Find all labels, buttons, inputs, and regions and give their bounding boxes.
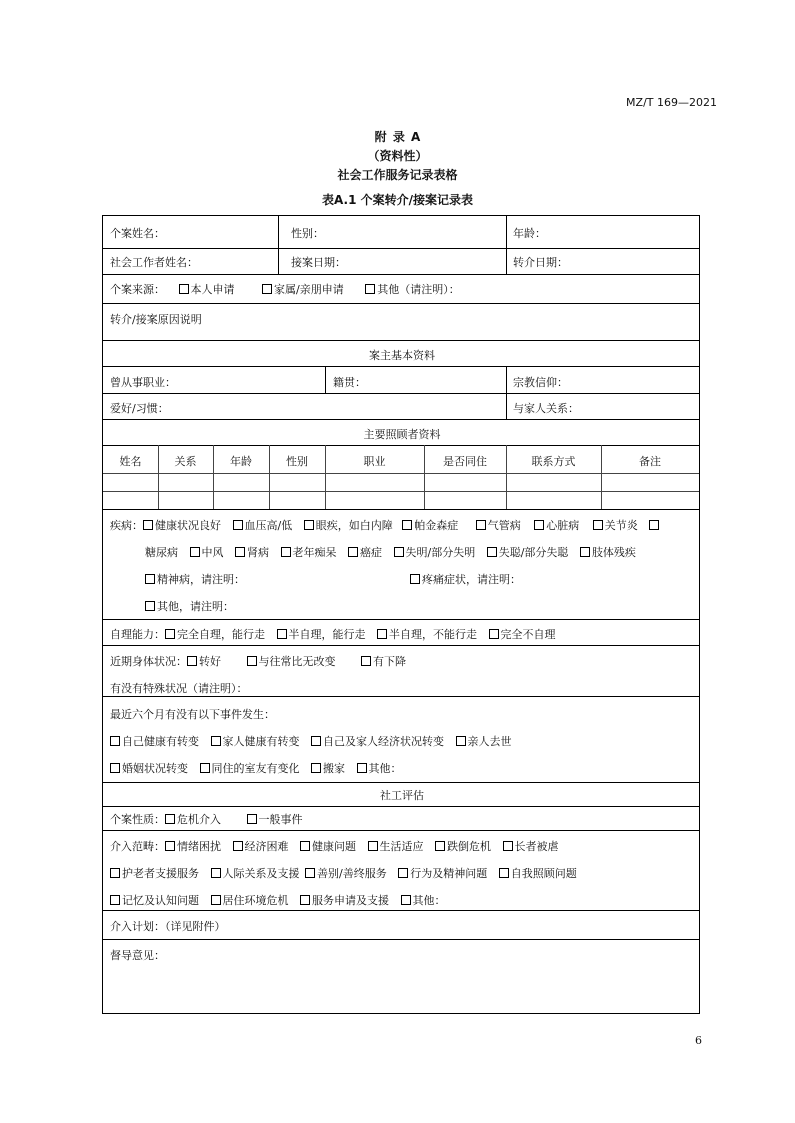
scope-row-2 [110, 867, 577, 881]
self-care-row [110, 628, 556, 642]
checkbox-icon[interactable] [211, 868, 221, 878]
option-marriage: 婚姻状况转变 [122, 762, 188, 775]
col-gender: 性别 [286, 455, 308, 468]
checkbox-icon[interactable] [476, 520, 486, 530]
standard-code: MZ/T 169—2021 [626, 96, 717, 109]
scope-row-3 [110, 894, 446, 908]
option-kidney: 肾病 [247, 546, 269, 559]
checkbox-icon[interactable] [435, 841, 445, 851]
page-number: 6 [695, 1034, 702, 1047]
col-occupation: 职业 [363, 455, 386, 468]
checkbox-icon[interactable] [300, 895, 310, 905]
checkbox-icon[interactable] [211, 895, 221, 905]
option-memory: 记忆及认知问题 [122, 894, 199, 907]
option-health-issue: 健康问题 [312, 840, 356, 853]
intake-date-label: 接案日期： [291, 256, 346, 269]
checkbox-icon[interactable] [110, 736, 120, 746]
option-crisis: 危机介入 [177, 813, 221, 826]
option-carer-support: 护老者支援服务 [122, 867, 199, 880]
checkbox-icon[interactable] [145, 574, 155, 584]
checkbox-icon[interactable] [394, 547, 404, 557]
case-source-label: 个案来源： [110, 283, 165, 296]
option-roommate: 同住的室友有变化 [211, 762, 300, 775]
checkbox-icon[interactable] [311, 736, 321, 746]
checkbox-icon[interactable] [200, 763, 210, 773]
checkbox-icon[interactable] [487, 547, 497, 557]
appendix-nature: （资料性） [367, 149, 428, 163]
checkbox-icon[interactable] [110, 868, 120, 878]
disease-row-2 [145, 546, 636, 560]
appendix-title: 社会工作服务记录表格 [337, 168, 458, 182]
intervention-plan-label: 介入计划：（详见附件） [110, 920, 226, 933]
case-record-form [102, 215, 700, 1014]
option-other: 其他（请注明）： [377, 283, 460, 296]
worker-name-label: 社会工作者姓名： [110, 256, 198, 269]
case-name-label: 个案姓名： [110, 227, 165, 240]
former-job-label: 曾从事职业： [110, 376, 176, 389]
recent-health-label: 近期身体状况： [110, 655, 187, 668]
checkbox-icon[interactable] [165, 841, 175, 851]
scope-label: 介入范畴： [110, 840, 165, 853]
option-parkinson: 帕金森症 [414, 519, 459, 532]
scope-row-1 [110, 840, 559, 854]
disease-row-4 [145, 600, 234, 614]
option-bereavement-service: 善别/善终服务 [317, 867, 387, 880]
checkbox-icon[interactable] [235, 547, 245, 557]
checkbox-icon[interactable] [357, 763, 367, 773]
checkbox-icon[interactable] [402, 520, 412, 530]
events-label: 最近六个月有没有以下事件发生： [110, 708, 275, 721]
checkbox-icon[interactable] [348, 547, 358, 557]
option-diabetes: 糖尿病 [145, 546, 178, 559]
option-unchanged: 与往常比无改变 [258, 655, 336, 668]
checkbox-icon[interactable] [300, 841, 310, 851]
checkbox-icon[interactable] [247, 814, 257, 824]
checkbox-icon[interactable] [499, 868, 509, 878]
checkbox-icon[interactable] [503, 841, 513, 851]
section-caregiver-heading: 主要照顾者资料 [363, 428, 441, 441]
col-name: 姓名 [119, 455, 142, 468]
checkbox-icon[interactable] [110, 763, 120, 773]
option-family-health: 家人健康有转变 [222, 735, 300, 748]
checkbox-icon[interactable] [187, 656, 197, 666]
checkbox-icon[interactable] [534, 520, 544, 530]
option-fall-risk: 跌倒危机 [447, 840, 491, 853]
referral-date-label: 转介日期： [513, 256, 568, 269]
checkbox-icon[interactable] [165, 814, 175, 824]
section-basic-heading: 案主基本资料 [369, 349, 435, 362]
option-healthy: 健康状况良好 [155, 519, 221, 532]
recent-health-row [110, 655, 406, 669]
option-scope-other: 其他： [412, 894, 446, 907]
option-dementia: 老年痴呆 [292, 546, 337, 559]
checkbox-icon[interactable] [377, 629, 387, 639]
checkbox-icon[interactable] [401, 895, 411, 905]
checkbox-icon[interactable] [233, 841, 243, 851]
checkbox-icon[interactable] [277, 629, 287, 639]
option-self-care-issue: 自我照顾问题 [510, 867, 577, 880]
events-row-2 [110, 762, 402, 776]
checkbox-icon[interactable] [304, 520, 314, 530]
option-moving: 搬家 [323, 762, 345, 775]
option-economic: 经济困难 [244, 840, 289, 853]
checkbox-icon[interactable] [143, 520, 153, 530]
option-own-health: 自己健康有转变 [122, 735, 199, 748]
age-label: 年龄： [513, 227, 546, 240]
option-disability: 肢体残疾 [591, 546, 636, 559]
checkbox-icon[interactable] [410, 574, 420, 584]
family-relation-label: 与家人关系： [513, 402, 579, 415]
gender-label: 性别： [291, 227, 324, 240]
checkbox-icon[interactable] [247, 656, 257, 666]
option-blindness: 失明/部分失明 [405, 546, 476, 559]
option-better: 转好 [199, 655, 221, 668]
checkbox-icon[interactable] [233, 520, 243, 530]
col-contact: 联系方式 [531, 455, 576, 468]
col-remarks: 备注 [639, 455, 661, 468]
option-housing: 居住环境危机 [222, 894, 289, 907]
option-no-self-care: 完全不自理 [500, 628, 556, 641]
disease-row-1 [110, 519, 661, 533]
section-assessment-heading: 社工评估 [380, 789, 424, 802]
checkbox-icon[interactable] [456, 736, 466, 746]
col-relation: 关系 [174, 455, 197, 468]
option-emotion: 情绪困扰 [177, 840, 221, 853]
option-pain: 疼痛症状，请注明： [422, 573, 521, 586]
case-nature-label: 个案性质： [110, 813, 165, 826]
option-arthritis: 关节炎 [604, 519, 638, 532]
supervision-label: 督导意见： [110, 949, 165, 962]
checkbox-icon[interactable] [165, 629, 175, 639]
option-disease-other: 其他，请注明： [157, 600, 234, 613]
option-mental: 精神病，请注明： [157, 573, 245, 586]
table-title: 表A.1 个案转介/接案记录表 [322, 193, 473, 207]
case-nature-row [110, 813, 303, 827]
native-place-label: 籍贯： [333, 376, 366, 389]
checkbox-icon[interactable] [649, 520, 659, 530]
disease-pain [410, 573, 521, 587]
option-adaptation: 生活适应 [379, 840, 424, 853]
disease-label: 疾病： [110, 519, 143, 532]
checkbox-icon[interactable] [305, 868, 315, 878]
option-elder-abuse: 长者被虐 [514, 840, 559, 853]
option-general: 一般事件 [258, 813, 303, 826]
option-trachea: 气管病 [487, 519, 521, 532]
checkbox-icon[interactable] [211, 736, 221, 746]
option-behavior: 行为及精神问题 [410, 867, 488, 880]
checkbox-icon[interactable] [262, 284, 272, 294]
option-service-application: 服务申请及支援 [312, 894, 389, 907]
col-age: 年龄 [230, 455, 252, 468]
checkbox-icon[interactable] [368, 841, 378, 851]
option-deafness: 失聪/部分失聪 [498, 546, 569, 559]
option-finance: 自己及家人经济状况转变 [323, 735, 444, 748]
option-eye: 眼疾，如白内障 [315, 519, 393, 532]
option-self-apply: 本人申请 [190, 283, 235, 296]
checkbox-icon[interactable] [190, 547, 200, 557]
option-family-apply: 家属/亲朋申请 [274, 283, 344, 296]
disease-row-3 [145, 573, 245, 587]
religion-label: 宗教信仰： [513, 376, 568, 389]
checkbox-icon[interactable] [110, 895, 120, 905]
option-stroke: 中风 [201, 546, 224, 559]
case-source-row [110, 283, 460, 297]
option-cancer: 癌症 [360, 546, 382, 559]
hobbies-label: 爱好/习惯： [110, 402, 169, 415]
option-declined: 有下降 [373, 655, 406, 668]
checkbox-icon[interactable] [489, 629, 499, 639]
checkbox-icon[interactable] [281, 547, 291, 557]
checkbox-icon[interactable] [398, 868, 408, 878]
col-live-together: 是否同住 [443, 455, 487, 468]
appendix-heading: 附 录 A [374, 130, 421, 144]
option-relationships: 人际关系及支援 [222, 867, 300, 880]
option-events-other: 其他： [368, 762, 402, 775]
option-semi-walk: 半自理，能行走 [288, 628, 366, 641]
option-semi-no-walk: 半自理，不能行走 [389, 628, 477, 641]
checkbox-icon[interactable] [580, 547, 590, 557]
special-condition-label: 有没有特殊状况（请注明）： [110, 682, 248, 695]
option-full-self-care: 完全自理，能行走 [177, 628, 265, 641]
self-care-label: 自理能力： [110, 628, 165, 641]
checkbox-icon[interactable] [593, 520, 603, 530]
referral-reason-label: 转介/接案原因说明 [110, 313, 202, 326]
checkbox-icon[interactable] [361, 656, 371, 666]
checkbox-icon[interactable] [365, 284, 375, 294]
checkbox-icon[interactable] [179, 284, 189, 294]
events-row-1 [110, 735, 512, 749]
checkbox-icon[interactable] [145, 601, 155, 611]
option-blood-pressure: 血压高/低 [244, 519, 293, 532]
option-bereavement: 亲人去世 [467, 735, 512, 748]
option-heart: 心脏病 [546, 519, 580, 532]
checkbox-icon[interactable] [311, 763, 321, 773]
